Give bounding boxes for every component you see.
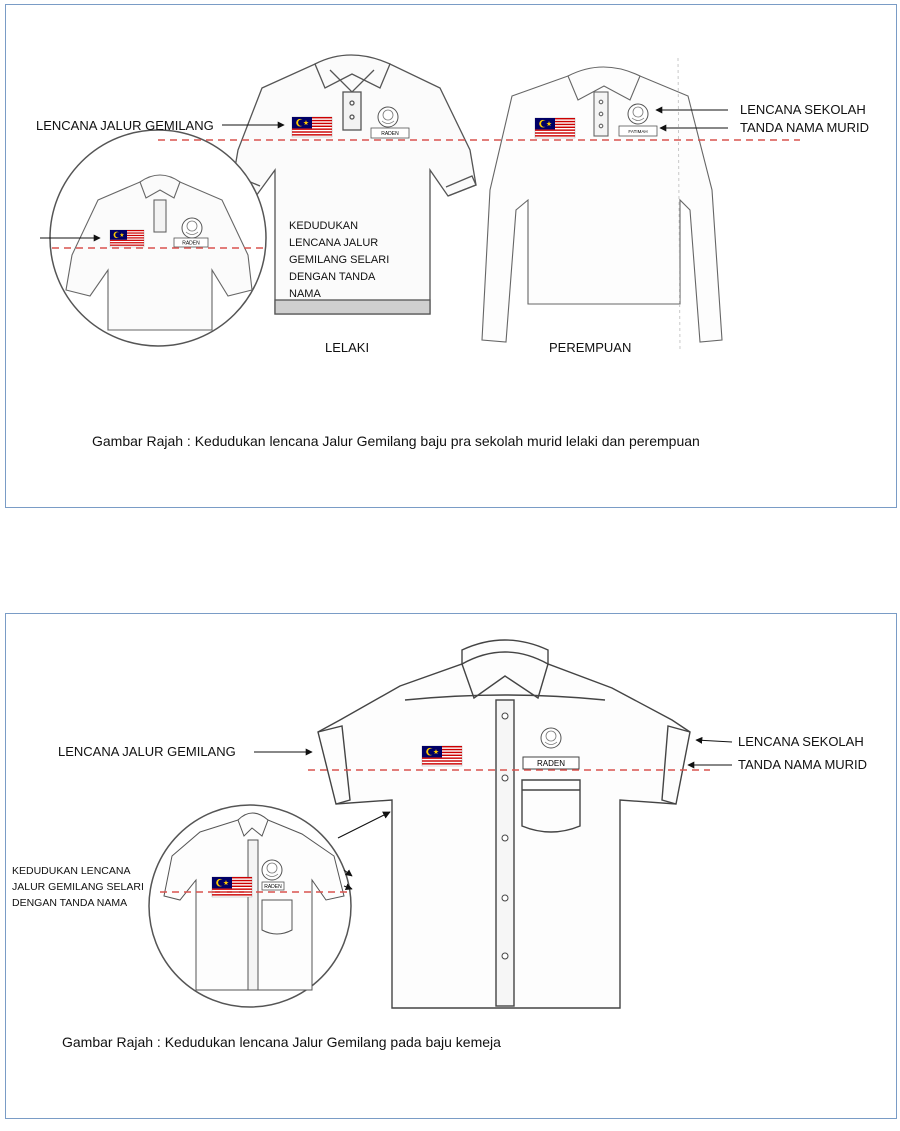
position-note-line: KEDUDUKAN (289, 220, 359, 232)
label-tanda-nama-murid-kemeja: TANDA NAMA MURID (738, 757, 868, 772)
school-crest-kemeja (541, 728, 561, 748)
caption-panel-1: Gambar Rajah : Kedudukan lencana Jalur Gemilang baju pra sekolah murid lelaki dan perempuan (92, 433, 700, 449)
girl-long-sleeve-shirt (482, 67, 722, 342)
name-tag-kemeja-zoom-text: RADEN (264, 884, 282, 890)
caption-panel-2: Gambar Rajah : Kedudukan lencana Jalur Gemilang pada baju kemeja (62, 1034, 501, 1050)
position-note-line: JALUR GEMILANG SELARI (12, 881, 144, 893)
label-tanda-nama-murid: TANDA NAMA MURID (740, 120, 870, 135)
jalur-gemilang-flag-girl (535, 118, 575, 138)
position-note-line: GEMILANG SELARI (289, 254, 390, 266)
name-tag-zoom-text: RADEN (182, 240, 200, 247)
position-note-line: KEDUDUKAN LENCANA (12, 865, 131, 877)
jalur-gemilang-flag-zoom (110, 230, 144, 247)
name-tag-kemeja-text: RADEN (536, 759, 566, 768)
position-note-line: DENGAN TANDA (289, 271, 376, 283)
position-note-line: LENCANA JALUR (289, 237, 379, 249)
label-lelaki: LELAKI (325, 340, 370, 355)
position-note-line: NAMA (289, 288, 321, 300)
name-tag-polo-text: RADEN (381, 131, 399, 137)
kemeja-zoom-circle (149, 805, 351, 1007)
jalur-gemilang-flag-kemeja (422, 746, 462, 766)
jalur-gemilang-flag-polo (292, 117, 332, 137)
jalur-gemilang-flag-kemeja-zoom (212, 877, 252, 897)
label-perempuan: PEREMPUAN (549, 340, 632, 355)
position-note-line: DENGAN TANDA NAMA (12, 897, 128, 909)
name-tag-girl-text: FATIMAH (628, 129, 648, 134)
label-lencana-jalur-gemilang-kemeja: LENCANA JALUR GEMILANG (58, 744, 236, 759)
school-crest-polo (378, 107, 398, 127)
label-lencana-sekolah-kemeja: LENCANA SEKOLAH (738, 734, 864, 749)
school-crest-zoom (182, 218, 202, 238)
school-crest-kemeja-zoom (262, 860, 282, 880)
label-lencana-sekolah: LENCANA SEKOLAH (740, 102, 866, 117)
school-crest-girl (628, 104, 648, 124)
label-lencana-jalur-gemilang: LENCANA JALUR GEMILANG (36, 118, 214, 133)
